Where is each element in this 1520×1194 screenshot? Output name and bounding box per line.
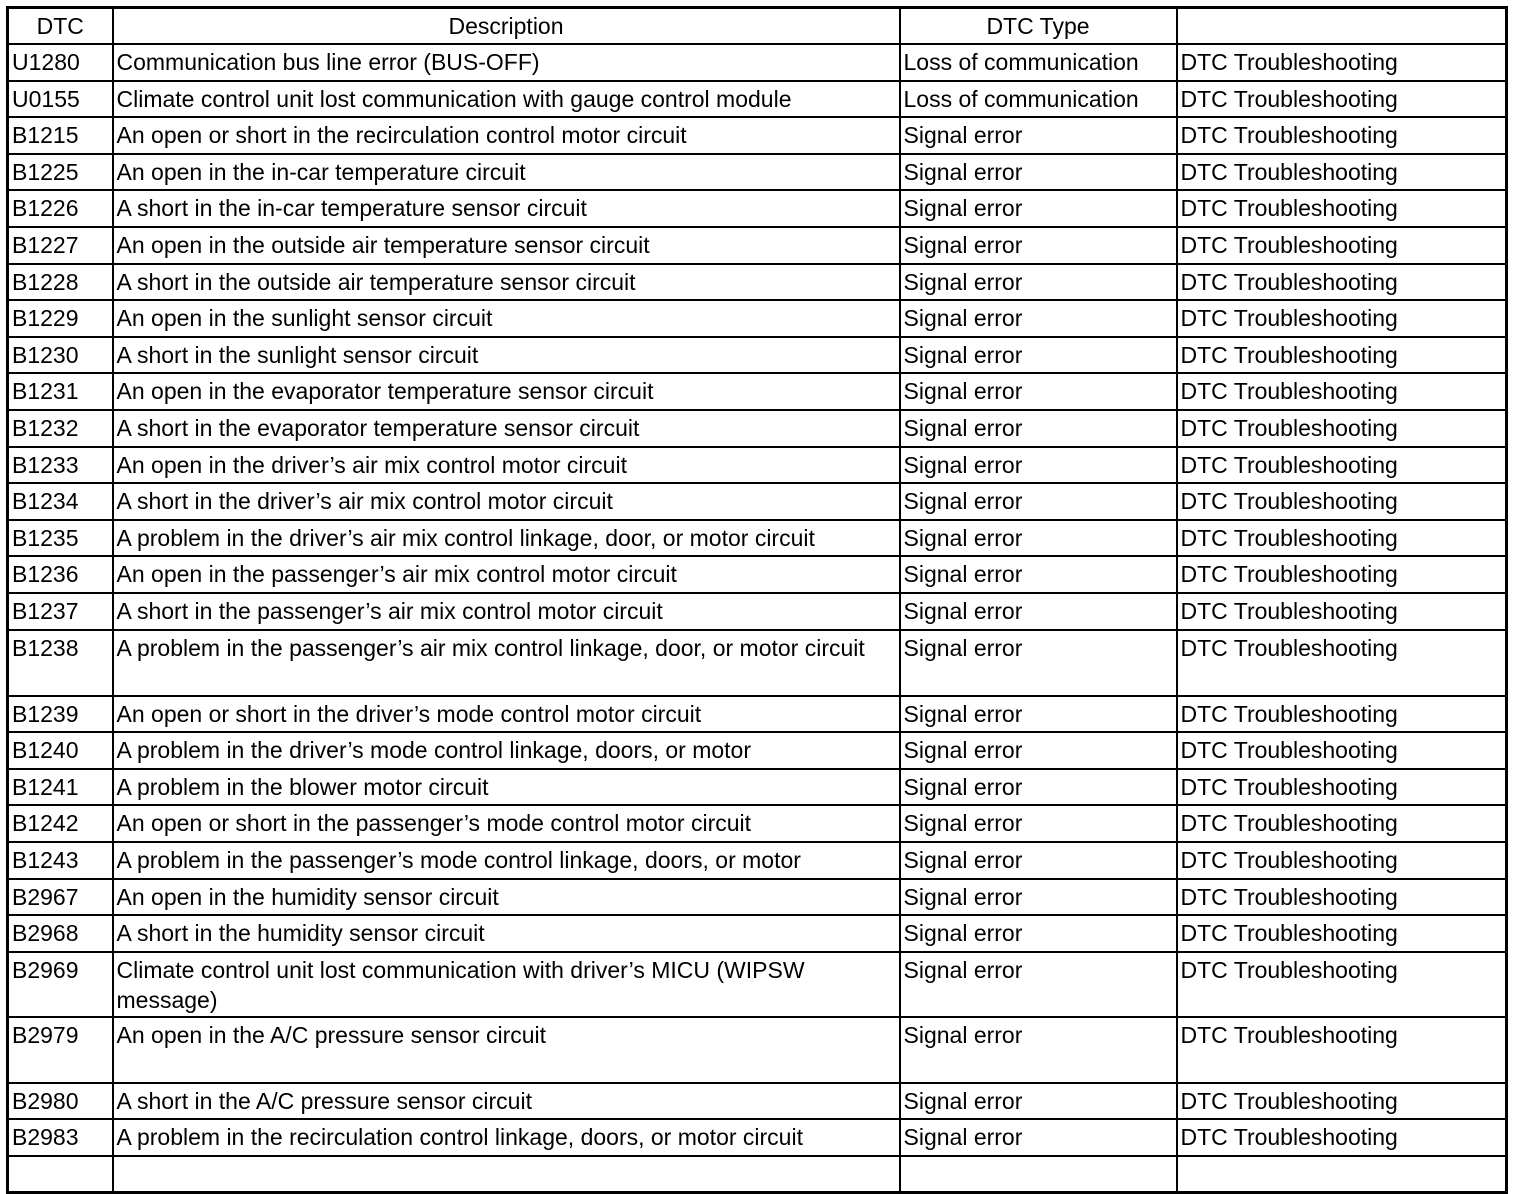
dtc-troubleshooting-link[interactable]: DTC Troubleshooting — [1180, 846, 1398, 873]
dtc-type: Signal error — [900, 447, 1177, 484]
dtc-troubleshooting-link[interactable]: DTC Troubleshooting — [1180, 700, 1398, 727]
dtc-type: Signal error — [900, 483, 1177, 520]
dtc-description: A short in the A/C pressure sensor circuit — [113, 1083, 900, 1120]
dtc-troubleshooting-link[interactable]: DTC Troubleshooting — [1180, 1124, 1398, 1151]
table-row — [8, 154, 1507, 191]
dtc-type: Signal error — [900, 630, 1177, 696]
dtc-table — [6, 6, 1508, 1194]
dtc-type: Signal error — [900, 952, 1177, 1017]
dtc-type: Loss of communication — [900, 44, 1177, 81]
table-row — [8, 300, 1507, 337]
table-row — [8, 1156, 1507, 1193]
dtc-type: Loss of communication — [900, 81, 1177, 118]
dtc-code: B1241 — [8, 769, 113, 806]
table-row — [8, 264, 1507, 301]
dtc-troubleshooting-link[interactable]: DTC Troubleshooting — [1180, 1021, 1398, 1048]
table-row — [8, 769, 1507, 806]
dtc-type: Signal error — [900, 1119, 1177, 1156]
table-row — [8, 593, 1507, 630]
table-row — [8, 842, 1507, 879]
dtc-description: A problem in the passenger’s mode control linkage, doors, or motor — [113, 842, 900, 879]
dtc-code: B1228 — [8, 264, 113, 301]
table-row — [8, 952, 1507, 1017]
dtc-type: Signal error — [900, 769, 1177, 806]
dtc-description: A short in the in-car temperature sensor circuit — [113, 190, 900, 227]
dtc-troubleshooting-link[interactable]: DTC Troubleshooting — [1180, 956, 1398, 983]
dtc-description: An open in the passenger’s air mix control motor circuit — [113, 556, 900, 593]
table-row — [8, 1119, 1507, 1156]
dtc-troubleshooting-link[interactable]: DTC Troubleshooting — [1180, 85, 1398, 112]
dtc-code: B1239 — [8, 696, 113, 733]
dtc-description: A problem in the driver’s air mix control linkage, door, or motor circuit — [113, 520, 900, 557]
dtc-troubleshooting-link[interactable]: DTC Troubleshooting — [1180, 883, 1398, 910]
dtc-type: Signal error — [900, 154, 1177, 191]
dtc-code: B2979 — [8, 1017, 113, 1083]
dtc-type: Signal error — [900, 337, 1177, 374]
dtc-type: Signal error — [900, 190, 1177, 227]
dtc-troubleshooting-link[interactable]: DTC Troubleshooting — [1180, 195, 1398, 222]
dtc-type: Signal error — [900, 915, 1177, 952]
table-row — [8, 556, 1507, 593]
table-row — [8, 81, 1507, 118]
dtc-type: Signal error — [900, 732, 1177, 769]
dtc-code: B1225 — [8, 154, 113, 191]
table-row — [8, 483, 1507, 520]
dtc-troubleshooting-link[interactable]: DTC Troubleshooting — [1180, 488, 1398, 515]
dtc-description: An open in the outside air temperature sensor circuit — [113, 227, 900, 264]
dtc-code: U1280 — [8, 44, 113, 81]
dtc-code: B1232 — [8, 410, 113, 447]
dtc-type: Signal error — [900, 520, 1177, 557]
dtc-type: Signal error — [900, 373, 1177, 410]
dtc-troubleshooting-link[interactable]: DTC Troubleshooting — [1180, 598, 1398, 624]
dtc-code: B1226 — [8, 190, 113, 227]
dtc-description: An open in the humidity sensor circuit — [113, 879, 900, 916]
table-row — [8, 373, 1507, 410]
dtc-description: A problem in the driver’s mode control linkage, doors, or motor — [113, 732, 900, 769]
dtc-troubleshooting-link[interactable]: DTC Troubleshooting — [1180, 378, 1398, 405]
dtc-troubleshooting-link[interactable]: DTC Troubleshooting — [1180, 415, 1398, 442]
dtc-code: B2968 — [8, 915, 113, 952]
dtc-code: B1242 — [8, 805, 113, 842]
dtc-troubleshooting-link[interactable]: DTC Troubleshooting — [1180, 49, 1398, 76]
dtc-troubleshooting-link[interactable]: DTC Troubleshooting — [1180, 341, 1398, 368]
table-row — [8, 447, 1507, 484]
dtc-code: B1230 — [8, 337, 113, 374]
dtc-code: U0155 — [8, 81, 113, 118]
dtc-troubleshooting-link[interactable]: DTC Troubleshooting — [1180, 305, 1398, 332]
header-description: Description — [113, 8, 900, 45]
table-row — [8, 732, 1507, 769]
dtc-description: A problem in the recirculation control linkage, doors, or motor circuit — [113, 1119, 900, 1156]
table-row — [8, 337, 1507, 374]
dtc-type: Signal error — [900, 805, 1177, 842]
dtc-code: B1240 — [8, 732, 113, 769]
dtc-type: Signal error — [900, 117, 1177, 154]
dtc-description: Climate control unit lost communication with driver’s MICU (WIPSW message) — [113, 952, 900, 1017]
dtc-type: Signal error — [900, 410, 1177, 447]
dtc-description: An open in the sunlight sensor circuit — [113, 300, 900, 337]
dtc-type: Signal error — [900, 1083, 1177, 1120]
table-row — [8, 44, 1507, 81]
table-header-row — [8, 8, 1507, 45]
dtc-troubleshooting-link[interactable]: DTC Troubleshooting — [1180, 451, 1398, 478]
dtc-troubleshooting-link[interactable]: DTC Troubleshooting — [1180, 920, 1398, 947]
dtc-code: B2969 — [8, 952, 113, 1017]
dtc-type: Signal error — [900, 593, 1177, 630]
dtc-code: B1234 — [8, 483, 113, 520]
dtc-description: An open or short in the driver’s mode control motor circuit — [113, 696, 900, 733]
dtc-description: A problem in the blower motor circuit — [113, 769, 900, 806]
dtc-type: Signal error — [900, 842, 1177, 879]
dtc-troubleshooting-link[interactable]: DTC Troubleshooting — [1180, 737, 1398, 764]
header-dtc-type: DTC Type — [900, 8, 1177, 45]
dtc-description: An open in the evaporator temperature sensor circuit — [113, 373, 900, 410]
dtc-troubleshooting-link[interactable]: DTC Troubleshooting — [1180, 1087, 1398, 1114]
dtc-type: Signal error — [900, 300, 1177, 337]
dtc-troubleshooting-link[interactable]: DTC Troubleshooting — [1180, 810, 1398, 837]
dtc-code: B1233 — [8, 447, 113, 484]
table-row — [8, 1083, 1507, 1120]
table-row — [8, 696, 1507, 733]
table-row — [8, 520, 1507, 557]
dtc-description: A short in the passenger’s air mix control motor circuit — [113, 593, 900, 630]
dtc-type: Signal error — [900, 264, 1177, 301]
dtc-description: A short in the evaporator temperature sensor circuit — [113, 410, 900, 447]
dtc-description: An open or short in the passenger’s mode control motor circuit — [113, 805, 900, 842]
dtc-code: B1238 — [8, 630, 113, 696]
dtc-code: B2967 — [8, 879, 113, 916]
dtc-troubleshooting-link[interactable]: DTC Troubleshooting — [1180, 158, 1398, 185]
dtc-code: B1236 — [8, 556, 113, 593]
dtc-troubleshooting-link[interactable]: DTC Troubleshooting — [1180, 561, 1398, 588]
dtc-troubleshooting-link[interactable]: DTC Troubleshooting — [1180, 122, 1398, 149]
table-row — [8, 410, 1507, 447]
dtc-description: An open in the in-car temperature circuit — [113, 154, 900, 191]
dtc-description: Climate control unit lost communication with gauge control module — [113, 81, 900, 118]
dtc-code: B1229 — [8, 300, 113, 337]
dtc-description: A problem in the passenger’s air mix control linkage, door, or motor circuit — [113, 630, 900, 696]
table-row — [8, 190, 1507, 227]
table-row — [8, 879, 1507, 916]
table-row — [8, 117, 1507, 154]
dtc-code: B1231 — [8, 373, 113, 410]
table-row — [8, 915, 1507, 952]
dtc-description: A short in the sunlight sensor circuit — [113, 337, 900, 374]
table-row — [8, 227, 1507, 264]
dtc-code — [8, 1156, 113, 1193]
table-row — [8, 630, 1507, 696]
dtc-description — [113, 1156, 900, 1193]
dtc-troubleshooting-link[interactable]: DTC Troubleshooting — [1180, 232, 1398, 259]
header-dtc: DTC — [8, 8, 113, 45]
dtc-code: B1243 — [8, 842, 113, 879]
dtc-code: B1215 — [8, 117, 113, 154]
table-row — [8, 805, 1507, 842]
dtc-description: Communication bus line error (BUS-OFF) — [113, 44, 900, 81]
dtc-code: B2980 — [8, 1083, 113, 1120]
dtc-code: B2983 — [8, 1119, 113, 1156]
dtc-description: A short in the outside air temperature sensor circuit — [113, 264, 900, 301]
dtc-troubleshooting-link[interactable]: DTC Troubleshooting — [1180, 524, 1398, 551]
dtc-troubleshooting-link[interactable]: DTC Troubleshooting — [1180, 634, 1398, 661]
dtc-type: Signal error — [900, 1017, 1177, 1083]
dtc-type: Signal error — [900, 879, 1177, 916]
dtc-code: B1237 — [8, 593, 113, 630]
dtc-type: Signal error — [900, 227, 1177, 264]
table-row — [8, 1017, 1507, 1083]
dtc-type: Signal error — [900, 556, 1177, 593]
dtc-description: An open in the A/C pressure sensor circuit — [113, 1017, 900, 1083]
dtc-code: B1227 — [8, 227, 113, 264]
dtc-type: Signal error — [900, 696, 1177, 733]
dtc-code: B1235 — [8, 520, 113, 557]
header-link — [1177, 8, 1507, 45]
dtc-troubleshooting-link[interactable]: DTC Troubleshooting — [1180, 773, 1398, 800]
dtc-type — [900, 1156, 1177, 1193]
dtc-troubleshooting-link[interactable]: DTC Troubleshooting — [1180, 268, 1398, 295]
dtc-description: A short in the driver’s air mix control motor circuit — [113, 483, 900, 520]
dtc-description: An open in the driver’s air mix control motor circuit — [113, 447, 900, 484]
dtc-description: A short in the humidity sensor circuit — [113, 915, 900, 952]
dtc-description: An open or short in the recirculation control motor circuit — [113, 117, 900, 154]
